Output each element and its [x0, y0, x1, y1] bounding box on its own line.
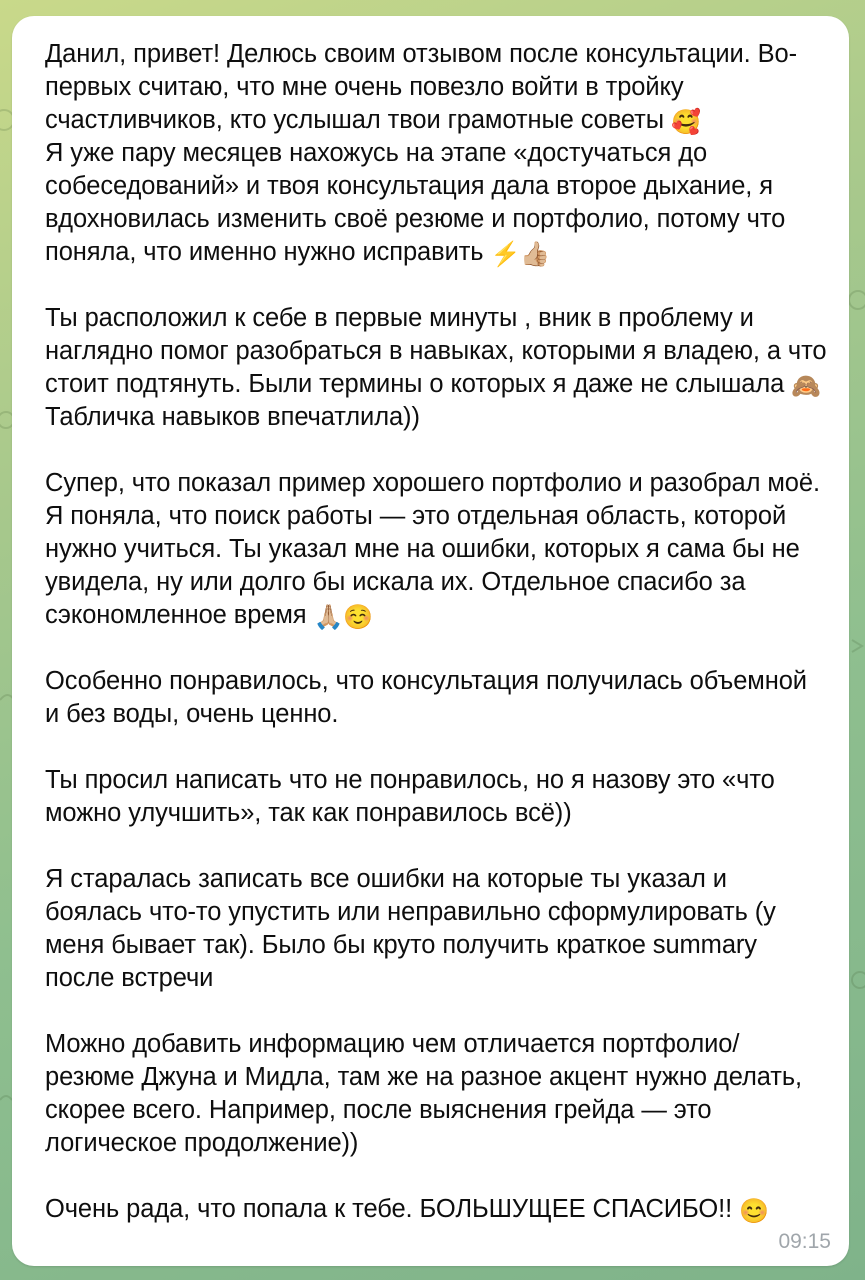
message-bubble[interactable]: [12, 16, 849, 1266]
message-paragraph-2: Ты расположил к себе в первые минуты , вник в проблему и наглядно помог разобраться в навыках, которыми я владею, а что стоит подтянуть. Были термины о которых я даже не слышала 🙈 Табличка навыков впечатлила)): [45, 304, 834, 431]
message-paragraph-5: Ты просил написать что не понравилось, но я назову это «что можно улучшить», так как понравилось всё)): [45, 766, 782, 827]
message-paragraph-7: Можно добавить информацию чем отличается портфолио/резюме Джуна и Мидла, там же на разное акцент нужно делать, скорее всего. Например, после выяснения грейда — это логическое продолжение)): [45, 1030, 810, 1157]
see-no-evil-monkey-emoji: 🙈: [791, 373, 822, 400]
lightning-thumbs-up-emoji: ⚡👍🏼: [490, 241, 551, 268]
message-paragraph-4: Особенно понравилось, что консультация получилась объемной и без воды, очень ценно.: [45, 667, 814, 728]
folded-hands-smiling-emoji: 🙏🏼☺️: [313, 604, 374, 631]
message-paragraph-6: Я старалась записать все ошибки на которые ты указал и боялась что-то упустить или неправильно сформулировать (у меня бывает так). Было бы круто получить краткое summary после встречи: [45, 865, 783, 992]
message-timestamp: 09:15: [778, 1230, 831, 1253]
message-paragraph-1: Данил, привет! Делюсь своим отзывом после консультации. Во-первых считаю, что мне очень повезло войти в тройку счастливчиков, кто услышал твои грамотные советы 🥰 Я уже пару месяцев нахожусь на этапе «достучаться до собеседований» и твоя консультация дала второе дыхание, я вдохновилась изменить своё резюме и портфолио, потому что поняла, что именно нужно исправить ⚡👍🏼: [45, 40, 797, 268]
message-text: [45, 38, 834, 1226]
smiling-face-emoji: 😊: [739, 1198, 769, 1225]
smiling-face-with-hearts-emoji: 🥰: [670, 109, 701, 136]
message-paragraph-3: Супер, что показал пример хорошего портфолио и разобрал моё. Я поняла, что поиск работы — это отдельная область, которой нужно учиться. Ты указал мне на ошибки, которых я сама бы не увидела, ну или долго бы искала их. Отдельное спасибо за сэкономленное время 🙏🏼☺️: [45, 469, 827, 631]
message-paragraph-8: Очень рада, что попала к тебе. БОЛЬШУЩЕЕ СПАСИБО!! 😊: [45, 1195, 769, 1225]
